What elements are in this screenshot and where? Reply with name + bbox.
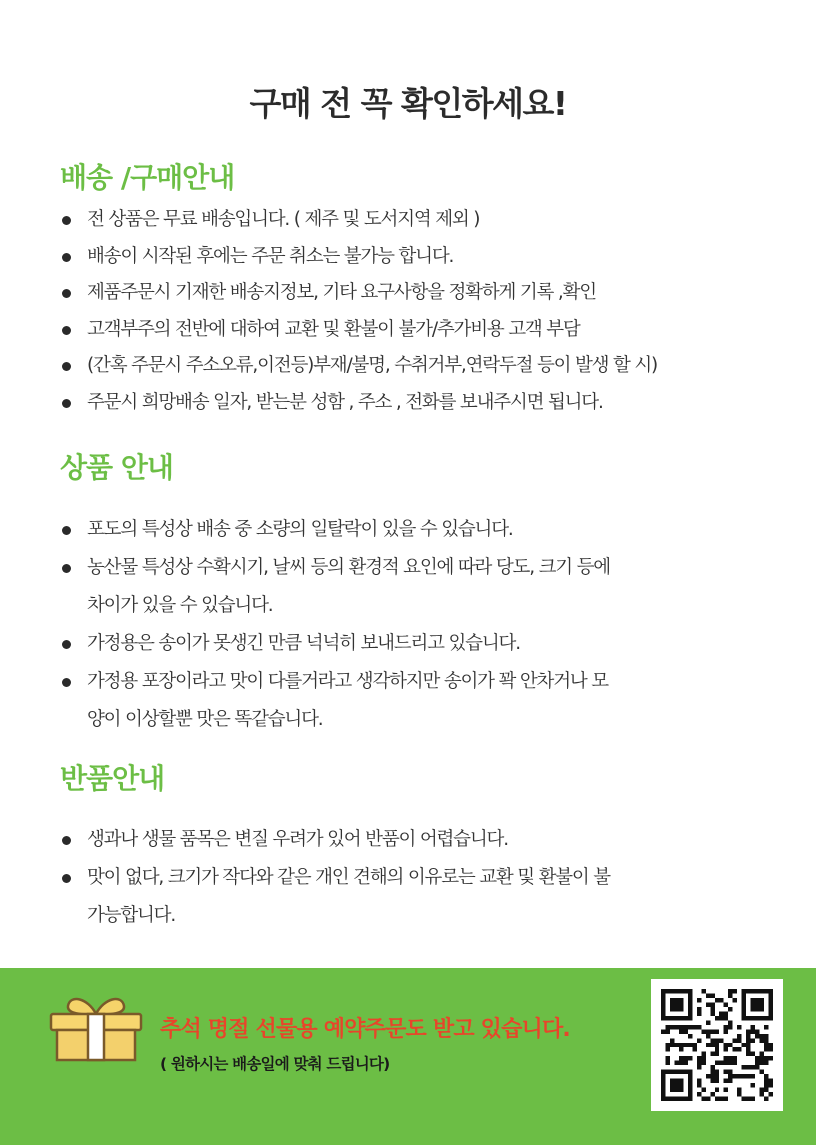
qr-code[interactable] [651, 979, 783, 1111]
bullet-icon [62, 289, 71, 298]
bullet-icon [62, 874, 71, 883]
list-item: 맛이 없다, 크기가 작다와 같은 개인 견해의 이유로는 교환 및 환불이 불 가능합니다. [62, 859, 762, 935]
gift-icon [48, 990, 144, 1062]
list-item: 농산물 특성상 수확시기, 날씨 등의 환경적 요인에 따라 당도, 크기 등에 차이가 있을 수 있습니다. [62, 549, 762, 625]
bullet-icon [62, 399, 71, 408]
bullet-icon [62, 326, 71, 335]
bullet-icon [62, 678, 71, 687]
section-title-shipping: 배송 /구매안내 [60, 161, 235, 194]
bullet-icon [62, 362, 71, 371]
list-item: (간혹 주문시 주소오류,이전등)부재/불명, 수취거부,연락두절 등이 발생 할 시) [62, 353, 762, 390]
list-item: 제품주문시 기재한 배송지정보, 기타 요구사항을 정확하게 기록 ,확인 [62, 280, 762, 317]
bullet-icon [62, 253, 71, 262]
list-item: 포도의 특성상 배송 중 소량의 일탈락이 있을 수 있습니다. [62, 511, 762, 549]
promo-subtext: ( 원하시는 배송일에 맞춰 드립니다) [160, 1055, 390, 1073]
product-list [62, 511, 762, 739]
promo-headline: 추석 명절 선물용 예약주문도 받고 있습니다. [160, 1017, 570, 1042]
list-item: 가정용 포장이라고 맛이 다를거라고 생각하지만 송이가 꽉 안차거나 모 양이 이상할뿐 맛은 똑같습니다. [62, 663, 762, 739]
list-item: 가정용은 송이가 못생긴 만큼 넉넉히 보내드리고 있습니다. [62, 625, 762, 663]
bullet-icon [62, 640, 71, 649]
list-item: 생과나 생물 품목은 변질 우려가 있어 반품이 어렵습니다. [62, 821, 762, 859]
bullet-icon [62, 836, 71, 845]
section-title-product: 상품 안내 [60, 451, 173, 484]
list-item: 주문시 희망배송 일자, 받는분 성함 , 주소 , 전화를 보내주시면 됩니다. [62, 390, 762, 427]
shipping-list [62, 207, 762, 427]
bullet-icon [62, 216, 71, 225]
qr-code-icon [661, 989, 773, 1101]
list-item: 전 상품은 무료 배송입니다. ( 제주 및 도서지역 제외 ) [62, 207, 762, 244]
list-item: 고객부주의 전반에 대하여 교환 및 환불이 불가/추가비용 고객 부담 [62, 317, 762, 354]
returns-list [62, 821, 762, 935]
promo-banner [0, 968, 816, 1145]
page-title: 구매 전 꼭 확인하세요! [249, 84, 567, 123]
bullet-icon [62, 526, 71, 535]
bullet-icon [62, 564, 71, 573]
list-item: 배송이 시작된 후에는 주문 취소는 불가능 합니다. [62, 244, 762, 281]
section-title-returns: 반품안내 [60, 762, 165, 795]
